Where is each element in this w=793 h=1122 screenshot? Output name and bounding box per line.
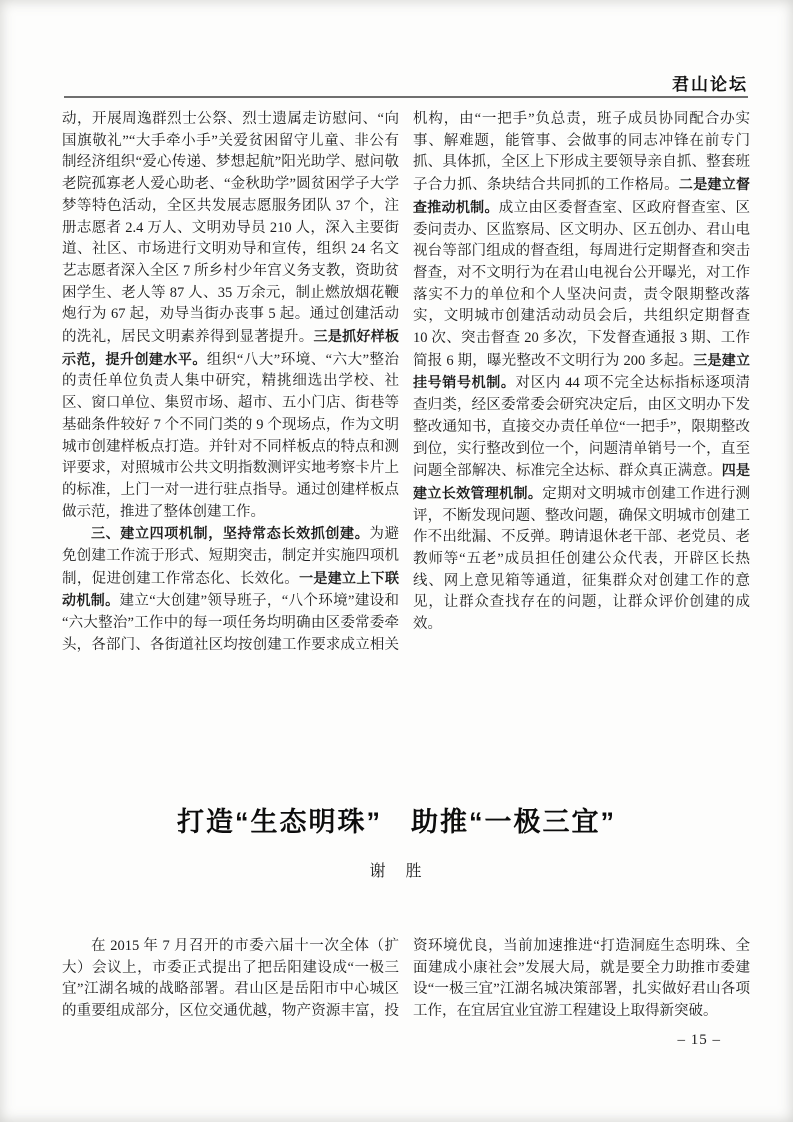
bold-subheading-run: 四是建立长效管理机制。 [413, 462, 750, 501]
paragraph [62, 109, 399, 523]
text-run: 为避免创建工作流于形式、短期突击，制定并实施四项机制，促进创建工作常态化、长效化。 [62, 526, 400, 587]
bold-subheading-run: 三、建立四项机制，坚持常态长效抓创建。 [91, 525, 370, 542]
text-run: 成立由区委督查室、区政府督查室、区委问责办、区监察局、区文明办、区五创办、君山电视台等部门组成的督查组，每周进行定期督查和突击督查，对不文明行为在君山电视台公开曝光，对工作落实不力的单位和个人坚决问责，责令限期整改落实，文明城市创建活动动员会后，共组织定期督查 10 次、突击督查 20 多次，下发督查通报 3 期、工作简报 6 期，曝光整改不文明行为 200 多起。 [413, 199, 750, 369]
text-run: 定期对文明城市创建工作进行测评，不断发现问题、整改问题，确保文明城市创建工作不出纰漏、不反弹。聘请退休老干部、老党员、老教师等“五老”成员担任创建公众代表，开辟区长热线、网上意见箱等通道，征集群众对创建工作的意见，让群众查找存在的问题，让群众评价创建的成效。 [413, 485, 750, 633]
text-run: 对区内 44 项不完全达标指标逐项清查归类，经区委常委会研究决定后，由区文明办下发整改通知书，直接交办责任单位“一把手”，限期整改到位，实行整改到位一个，问题清单销号一个，直至问题全部解决、标准完全达标、群众真正满意。 [413, 375, 750, 480]
text-run: 在 2015 年 7 月召开的市委六届十一次全体（扩大）会议上，市委正式提出了把岳阳建设成“一极三宜”江湖名城的战略部署。君山区是岳阳市中心城区的重要组成部分，区位交通优越，物产资源丰富，投资环境优良，当前加速推进“打造洞庭生态明珠、全面建成小康社会”发展大局，就是要全力助推市委建设“一极三宜”江湖名城决策部署，扎实做好君山各项工作，在宜居宜业宜游工程建设上取得新突破。 [62, 938, 750, 1020]
text-run: 组织“八大”环境、“六大”整治的责任单位负责人集中研究，精挑细选出学校、社区、窗口单位、集贸市场、超市、五小门店、街巷等基础条件较好 7 个不同门类的 9 个现场点，作为文明城市创建样板点打造。并针对不同样板点的特点和测评要求，对照城市公共文明指数测评实地考察卡片上的标准，上门一对一进行驻点指导。通过创建样板点做示范，推进了整体创建工作。 [62, 351, 400, 520]
article-title: 打造“生态明珠” 助推“一极三宜” [177, 807, 616, 837]
article-author: 谢 胜 [369, 863, 424, 880]
bold-subheading-run: 三是抓好样板示范，提升创建水平。 [62, 328, 400, 367]
header-divider-rule [64, 96, 748, 98]
article-continuation-columns [62, 109, 750, 657]
page-number: – 15 – [677, 1032, 721, 1048]
bold-subheading-run: 三是建立挂号销号机制。 [413, 351, 750, 391]
paragraph [62, 936, 750, 1026]
text-run: 动，开展周逸群烈士公祭、烈士遗属走访慰问、“向国旗敬礼”“大手牵小手”关爱贫困留守儿童、非公有制经济组织“爱心传递、梦想起航”阳光助学、慰问敬老院孤寡老人爱心助老、“金秋助学”圆贫困学子大学梦等特色活动，全区共发展志愿服务团队 37 个，注册志愿者 2.4 万人、文明劝导员 210 人，深入主要街道、社区、市场进行文明劝导和宣传，组织 24 名文艺志愿者深入全区 7 所乡村少年宫义务支教，资助贫困学生、老人等 87 人、35 万余元，制止燃放烟花鞭炮行为 67 起，劝导当街办丧事 5 起。通过创建活动的洗礼，居民文明素养得到显著提升。 [62, 111, 399, 346]
text-run: 建立“大创建”领导班子，“八个环境”建设和“六大整治”工作中的每一项任务均明确由区委常委牵头，各部门、各街道社区均按创建工作要求成立相关机构，由“一把手”负总责，班子成员协同配合办实事、解难题，能管事、会做事的同志冲锋在前专门抓、具体抓，全区上下形成主要领导亲自抓、整套班子合力抓、条块结合共同抓的工作格局。 [62, 111, 750, 653]
journal-name-header: 君山论坛 [672, 75, 748, 94]
bold-subheading-run: 二是建立督查推动机制。 [413, 176, 750, 215]
bold-subheading-run: 一是建立上下联动机制。 [62, 569, 400, 609]
article-new-columns [62, 936, 750, 1026]
